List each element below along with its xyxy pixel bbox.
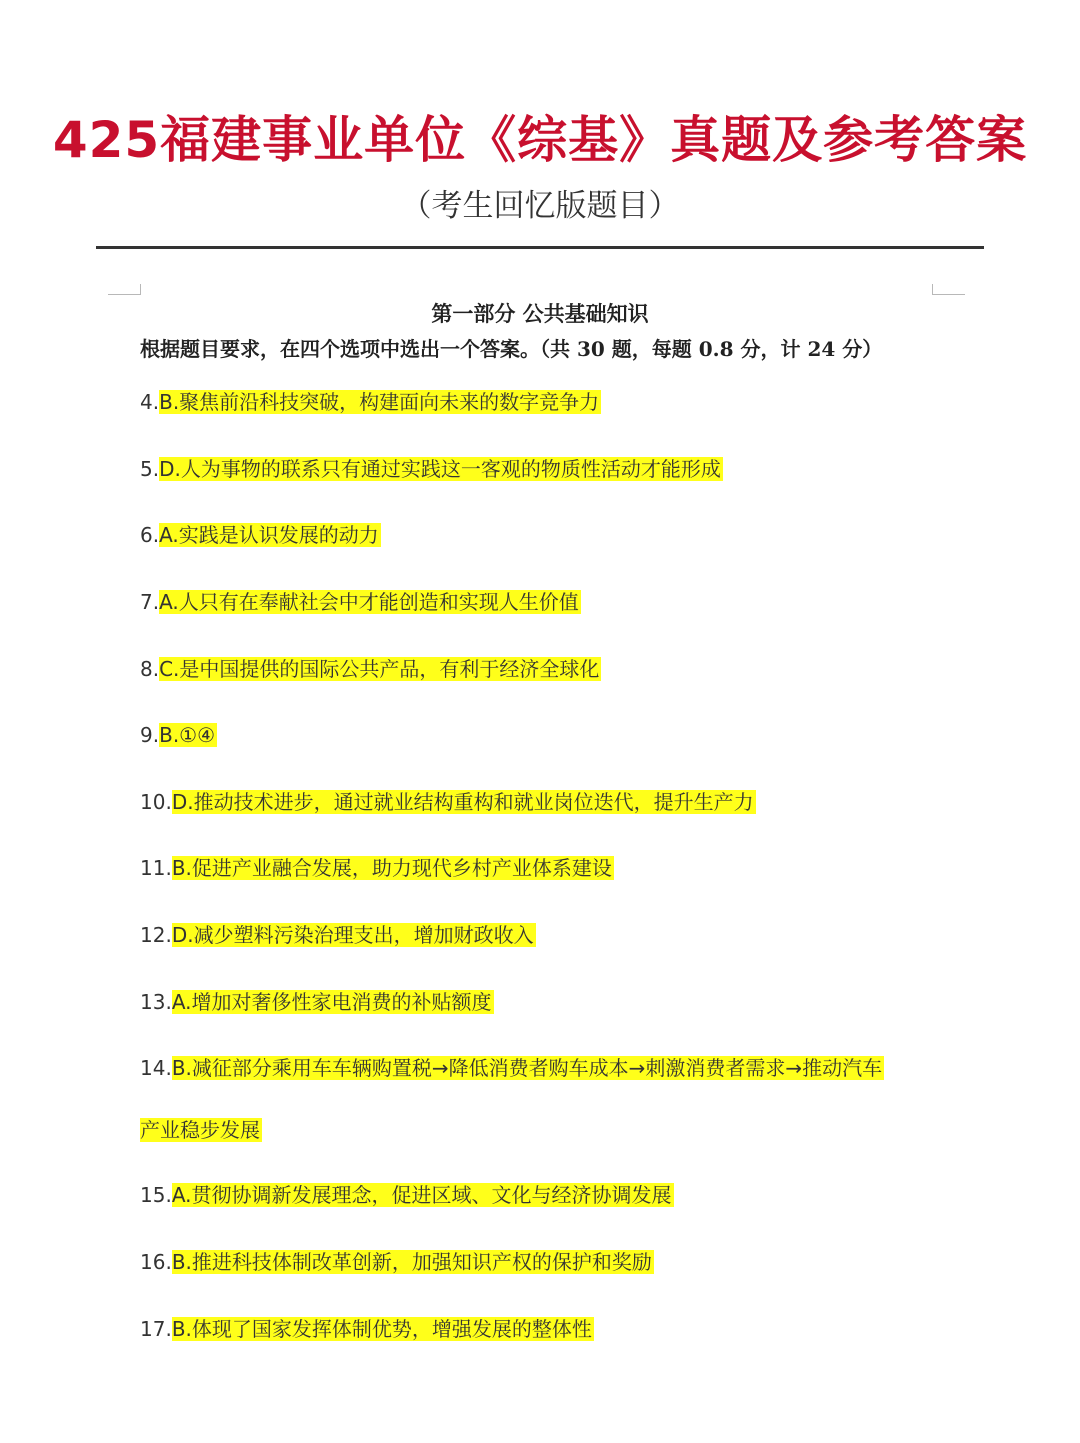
title-divider xyxy=(96,246,984,249)
answer-text: A.增加对奢侈性家电消费的补贴额度 xyxy=(171,990,492,1014)
answer-item xyxy=(140,717,217,753)
answer-item xyxy=(140,517,381,553)
answer-text: C.是中国提供的国际公共产品，有利于经济全球化 xyxy=(159,657,600,681)
page-corner-mark-right xyxy=(932,284,965,295)
answer-number: 17. xyxy=(140,1317,172,1341)
answer-number: 7. xyxy=(140,590,160,614)
answer-text: D.推动技术进步，通过就业结构重构和就业岗位迭代，提升生产力 xyxy=(171,790,754,814)
answer-item xyxy=(140,984,494,1020)
answer-number: 14. xyxy=(140,1056,172,1080)
answer-item xyxy=(140,850,614,886)
answer-number: 11. xyxy=(140,856,172,880)
section-title: 第一部分 公共基础知识 xyxy=(431,301,649,326)
answer-item xyxy=(140,1050,884,1086)
answer-number: 10. xyxy=(140,790,172,814)
answer-item xyxy=(140,784,756,820)
answer-item xyxy=(140,651,601,687)
answer-number: 9. xyxy=(140,723,160,747)
answer-text: B.聚焦前沿科技突破，构建面向未来的数字竞争力 xyxy=(159,390,600,414)
answer-item xyxy=(140,1177,674,1213)
answer-number: 16. xyxy=(140,1250,172,1274)
answer-number: 12. xyxy=(140,923,172,947)
answer-text: D.减少塑料污染治理支出，增加财政收入 xyxy=(171,923,534,947)
answer-number: 13. xyxy=(140,990,172,1014)
page-corner-mark-left xyxy=(108,284,141,295)
section-instruction: 根据题目要求，在四个选项中选出一个答案。（共 30 题，每题 0.8 分，计 24 分） xyxy=(140,337,883,361)
answer-text: 产业稳步发展 xyxy=(140,1118,260,1142)
answer-number: 4. xyxy=(140,390,160,414)
answer-text: D.人为事物的联系只有通过实践这一客观的物质性活动才能形成 xyxy=(159,457,721,481)
answer-text: B.推进科技体制改革创新，加强知识产权的保护和奖励 xyxy=(171,1250,652,1274)
answer-number: 15. xyxy=(140,1183,172,1207)
answer-text: A.实践是认识发展的动力 xyxy=(159,523,379,547)
answer-item xyxy=(140,1244,654,1280)
answer-number: 5. xyxy=(140,457,160,481)
answer-text: B.体现了国家发挥体制优势，增强发展的整体性 xyxy=(171,1317,592,1341)
answer-item xyxy=(140,917,536,953)
answer-number: 8. xyxy=(140,657,160,681)
answer-item xyxy=(140,384,601,420)
answer-item-continuation xyxy=(140,1112,262,1148)
answer-text: B.减征部分乘用车车辆购置税→降低消费者购车成本→刺激消费者需求→推动汽车 xyxy=(171,1056,883,1080)
answer-text: B.①④ xyxy=(159,723,216,747)
answer-item xyxy=(140,451,723,487)
answer-number: 6. xyxy=(140,523,160,547)
answer-text: A.人只有在奉献社会中才能创造和实现人生价值 xyxy=(159,590,579,614)
answer-item xyxy=(140,584,581,620)
answer-text: A.贯彻协调新发展理念，促进区域、文化与经济协调发展 xyxy=(171,1183,672,1207)
page-subtitle: （考生回忆版题目） xyxy=(400,188,680,224)
answer-item xyxy=(140,1311,594,1347)
page-title: 425福建事业单位《综基》真题及参考答案 xyxy=(52,111,1028,169)
answer-text: B.促进产业融合发展，助力现代乡村产业体系建设 xyxy=(171,856,612,880)
